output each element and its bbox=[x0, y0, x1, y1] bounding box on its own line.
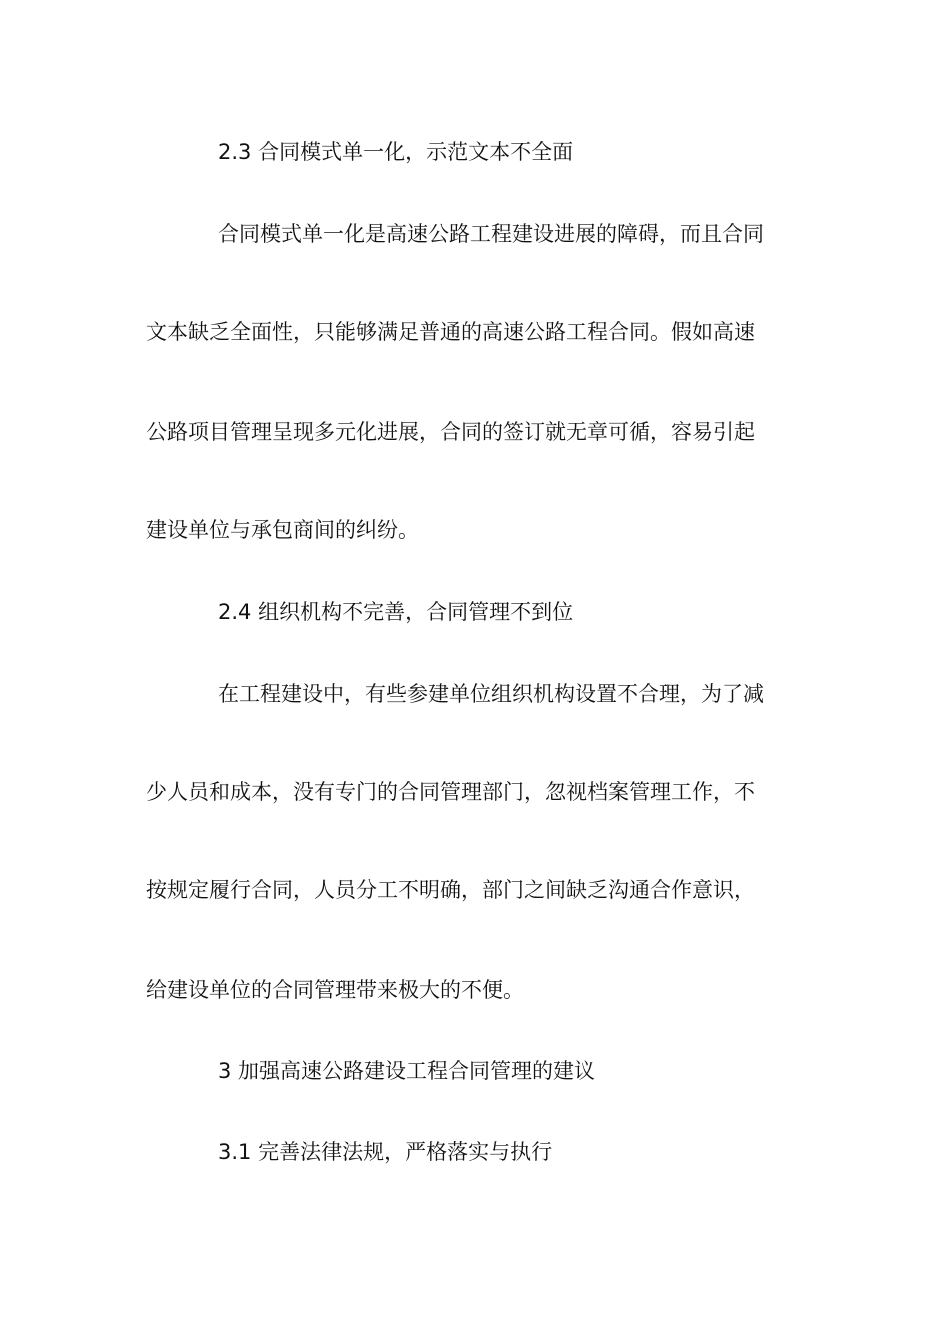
paragraph-line: 合同模式单一化是高速公路工程建设进展的障碍，而且合同 bbox=[218, 222, 764, 246]
paragraph-line: 给建设单位的合同管理带来极大的不便。 bbox=[146, 978, 524, 1002]
paragraph-line: 文本缺乏全面性，只能够满足普通的高速公路工程合同。假如高速 bbox=[146, 320, 755, 344]
paragraph-line: 少人员和成本，没有专门的合同管理部门，忽视档案管理工作，不 bbox=[146, 780, 755, 804]
section-2-4-heading: 2.4 组织机构不完善，合同管理不到位 bbox=[218, 600, 574, 624]
paragraph-line: 公路项目管理呈现多元化进展，合同的签订就无章可循，容易引起 bbox=[146, 420, 755, 444]
paragraph-line: 在工程建设中，有些参建单位组织机构设置不合理，为了减 bbox=[218, 682, 764, 706]
paragraph-line: 建设单位与承包商间的纠纷。 bbox=[146, 518, 419, 542]
paragraph-line: 按规定履行合同，人员分工不明确，部门之间缺乏沟通合作意识， bbox=[146, 878, 755, 902]
section-2-3-heading: 2.3 合同模式单一化，示范文本不全面 bbox=[218, 140, 574, 164]
section-3-1-heading: 3.1 完善法律法规，严格落实与执行 bbox=[218, 1140, 553, 1164]
section-3-heading: 3 加强高速公路建设工程合同管理的建议 bbox=[218, 1059, 596, 1083]
